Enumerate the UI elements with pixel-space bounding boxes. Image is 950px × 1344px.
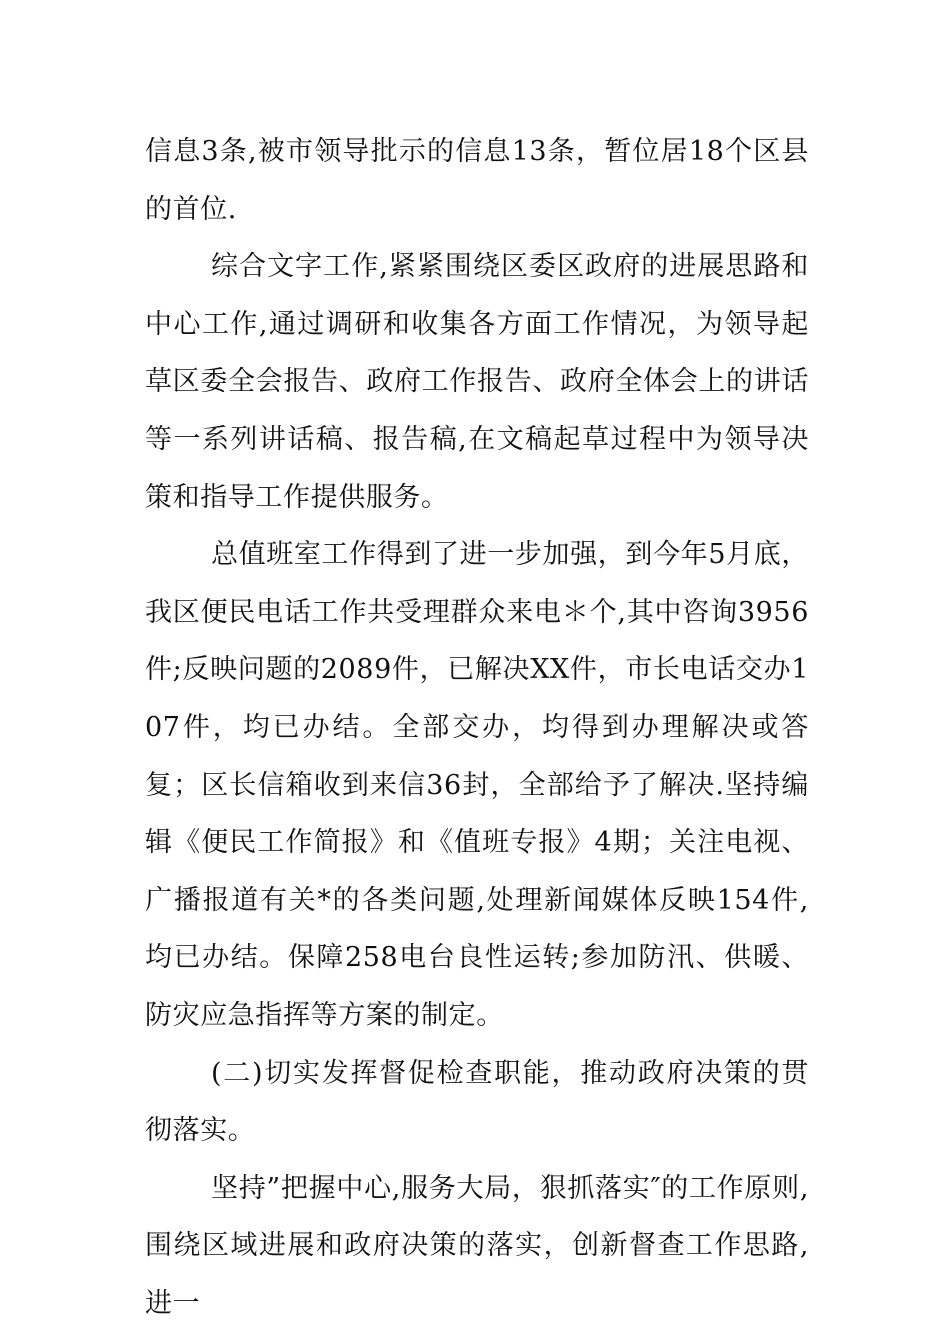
- paragraph-5: 坚持”把握中心,服务大局，狠抓落实″的工作原则,围绕区域进展和政府决策的落实，创新督查工作思路,进一: [145, 1172, 809, 1319]
- paragraph-2: 综合文字工作,紧紧围绕区委区政府的进展思路和中心工作,通过调研和收集各方面工作情况，为领导起草区委全会报告、政府工作报告、政府全体会上的讲话等一系列讲话稿、报告稿,在文稿起草过程中为领导决策和指导工作提供服务。: [145, 251, 809, 513]
- paragraph-1: 信息3条,被市领导批示的信息13条，暂位居18个区县的首位.: [145, 136, 809, 225]
- body-text: [145, 123, 809, 1332]
- paragraph-4: (二)切实发挥督促检查职能，推动政府决策的贯彻落实。: [145, 1057, 809, 1147]
- paragraph-3: 总值班室工作得到了进一步加强，到今年5月底，我区便民电话工作共受理群众来电＊个,其中咨询3956件;反映问题的2089件，已解决XX件，市长电话交办107件，均已办结。全部交办，均得到办理解决或答复；区长信箱收到来信36封，全部给予了解决.坚持编辑《便民工作简报》和《值班专报》4期；关注电视、广播报道有关*的各类问题,处理新闻媒体反映154件,均已办结。保障258电台良性运转;参加防汛、供暖、防灾应急指挥等方案的制定。: [145, 539, 809, 1031]
